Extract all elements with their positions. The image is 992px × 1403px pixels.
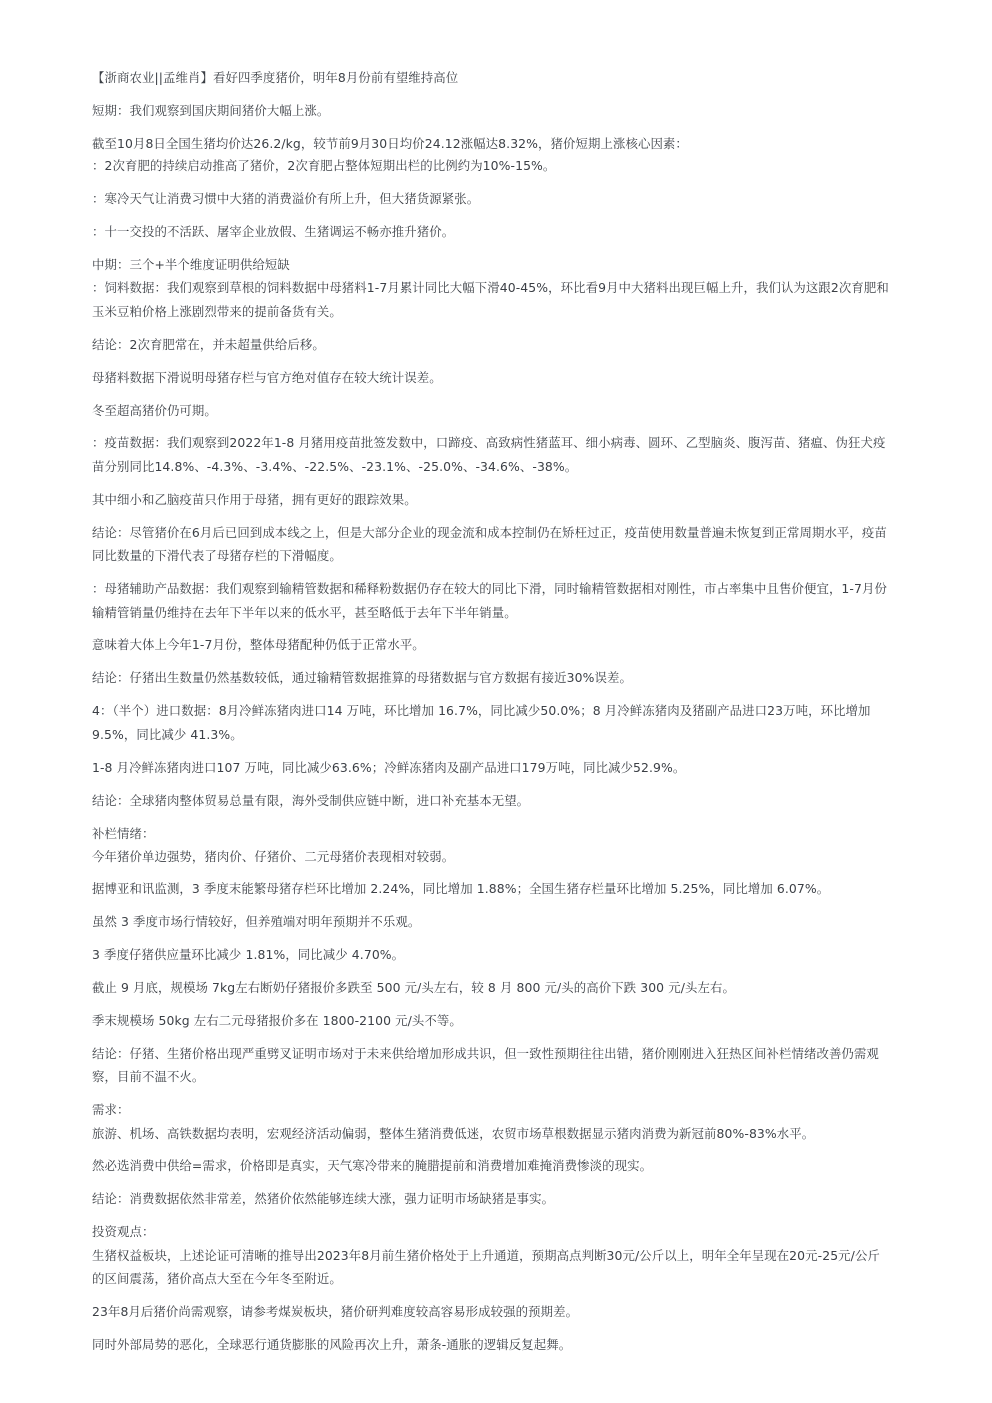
paragraph-line: 的区间震荡，猪价高点大至在今年冬至附近。	[92, 1271, 342, 1286]
paragraph-line: 结论：全球猪肉整体贸易总量有限，海外受制供应链中断，进口补充基本无望。	[92, 793, 530, 808]
paragraph-line: 1-8 月冷鲜冻猪肉进口107 万吨，同比减少63.6%；冷鲜冻猪肉及副产品进口179万吨，同比减少52.9%。	[92, 760, 686, 775]
paragraph-line: 同时外部局势的恶化，全球恶行通货膨胀的风险再次上升，萧条-通胀的逻辑反复起舞。	[92, 1337, 572, 1352]
paragraph-line: ：寒冷天气让消费习惯中大猪的消费溢价有所上升，但大猪货源紧张。	[92, 191, 480, 206]
paragraph-line: 今年猪价单边强势，猪肉价、仔猪价、二元母猪价表现相对较弱。	[92, 849, 455, 864]
paragraph-line: 生猪权益板块，上述论证可清晰的推导出2023年8月前生猪价格处于上升通道，预期高点判断30元/公斤以上，明年全年呈现在20元-25元/公斤	[92, 1248, 880, 1263]
paragraph-line: 冬至超高猪价仍可期。	[92, 403, 217, 418]
paragraph-line: ：2次育肥的持续启动推高了猪价，2次育肥占整体短期出栏的比例约为10%-15%。	[92, 158, 556, 173]
paragraph-line: 结论：尽管猪价在6月后已回到成本线之上，但是大部分企业的现金流和成本控制仍在矫枉过正，疫苗使用数量普遍未恢复到正常周期水平，疫苗	[92, 525, 887, 540]
paragraph-line: 3 季度仔猪供应量环比减少 1.81%，同比减少 4.70%。	[92, 947, 405, 962]
section-heading: 投资观点：	[92, 1224, 155, 1239]
paragraph-line: 旅游、机场、高铁数据均表明，宏观经济活动偏弱，整体生猪消费低迷，农贸市场草根数据显示猪肉消费为新冠前80%-83%水平。	[92, 1126, 815, 1141]
paragraph-line: 季末规模场 50kg 左右二元母猪报价多在 1800-2100 元/头不等。	[92, 1013, 462, 1028]
paragraph-line: 结论：消费数据依然非常差，然猪价依然能够连续大涨，强力证明市场缺猪是事实。	[92, 1191, 555, 1206]
paragraph-line: 据博亚和讯监测，3 季度末能繁母猪存栏环比增加 2.24%，同比增加 1.88%；全国生猪存栏量环比增加 5.25%，同比增加 6.07%。	[92, 881, 830, 896]
paragraph-line: 母猪料数据下滑说明母猪存栏与官方绝对值存在较大统计误差。	[92, 370, 442, 385]
paragraph-line: 同比数量的下滑代表了母猪存栏的下滑幅度。	[92, 548, 342, 563]
paragraph-line: ：母猪辅助产品数据：我们观察到输精管数据和稀释粉数据仍存在较大的同比下滑，同时输精管数据相对刚性，市占率集中且售价便宜，1-7月份	[92, 581, 887, 596]
paragraph-line: 23年8月后猪价尚需观察，请参考煤炭板块，猪价研判难度较高容易形成较强的预期差。	[92, 1304, 579, 1319]
paragraph-line: ：疫苗数据：我们观察到2022年1-8 月猪用疫苗批签发数中，口蹄疫、高致病性猪蓝耳、细小病毒、圆环、乙型脑炎、腹泻苗、猪瘟、伪狂犬疫	[92, 435, 886, 450]
paragraph-line: 意味着大体上今年1-7月份，整体母猪配种仍低于正常水平。	[92, 637, 425, 652]
paragraph-line: 结论：仔猪、生猪价格出现严重劈叉证明市场对于未来供给增加形成共识，但一致性预期往往出错，猪价刚刚进入狂热区间补栏情绪改善仍需观	[92, 1046, 879, 1061]
paragraph-line: 4：（半个）进口数据：8月冷鲜冻猪肉进口14 万吨，环比增加 16.7%，同比减少50.0%；8 月冷鲜冻猪肉及猪副产品进口23万吨，环比增加	[92, 703, 871, 718]
paragraph-line: 其中细小和乙脑疫苗只作用于母猪，拥有更好的跟踪效果。	[92, 492, 417, 507]
section-heading: 需求：	[92, 1102, 130, 1117]
paragraph-line: 短期：我们观察到国庆期间猪价大幅上涨。	[92, 103, 330, 118]
paragraph-line: ：饲料数据：我们观察到草根的饲料数据中母猪料1-7月累计同比大幅下滑40-45%，环比看9月中大猪料出现巨幅上升，我们认为这跟2次育肥和	[92, 280, 889, 295]
paragraph-line: 察，目前不温不火。	[92, 1069, 205, 1084]
paragraph-line: ：十一交投的不活跃、屠宰企业放假、生猪调运不畅亦推升猪价。	[92, 224, 455, 239]
paragraph-line: 截至10月8日全国生猪均价达26.2/kg，较节前9月30日均价24.12涨幅达8.32%，猪价短期上涨核心因素：	[92, 136, 688, 151]
section-heading: 补栏情绪：	[92, 826, 155, 841]
paragraph-line: 结论：仔猪出生数量仍然基数较低，通过输精管数据推算的母猪数据与官方数据有接近30%误差。	[92, 670, 632, 685]
paragraph-line: 输精管销量仍维持在去年下半年以来的低水平，甚至略低于去年下半年销量。	[92, 605, 517, 620]
section-heading: 中期：三个+半个维度证明供给短缺	[92, 257, 290, 272]
paragraph-line: 苗分别同比14.8%、-4.3%、-3.4%、-22.5%、-23.1%、-25.0%、-34.6%、-38%。	[92, 459, 578, 474]
document-title: 【浙商农业||孟维肖】看好四季度猪价，明年8月份前有望维持高位	[92, 70, 459, 85]
paragraph-line: 结论：2次育肥常在，并未超量供给后移。	[92, 337, 325, 352]
paragraph-line: 然必选消费中供给=需求，价格即是真实，天气寒冷带来的腌腊提前和消费增加难掩消费惨淡的现实。	[92, 1158, 653, 1173]
paragraph-line: 玉米豆粕价格上涨剧烈带来的提前备货有关。	[92, 304, 342, 319]
paragraph-line: 虽然 3 季度市场行情较好，但养殖端对明年预期并不乐观。	[92, 914, 421, 929]
paragraph-line: 9.5%，同比减少 41.3%。	[92, 727, 243, 742]
paragraph-line: 截止 9 月底，规模场 7kg左右断奶仔猪报价多跌至 500 元/头左右，较 8 月 800 元/头的高价下跌 300 元/头左右。	[92, 980, 735, 995]
